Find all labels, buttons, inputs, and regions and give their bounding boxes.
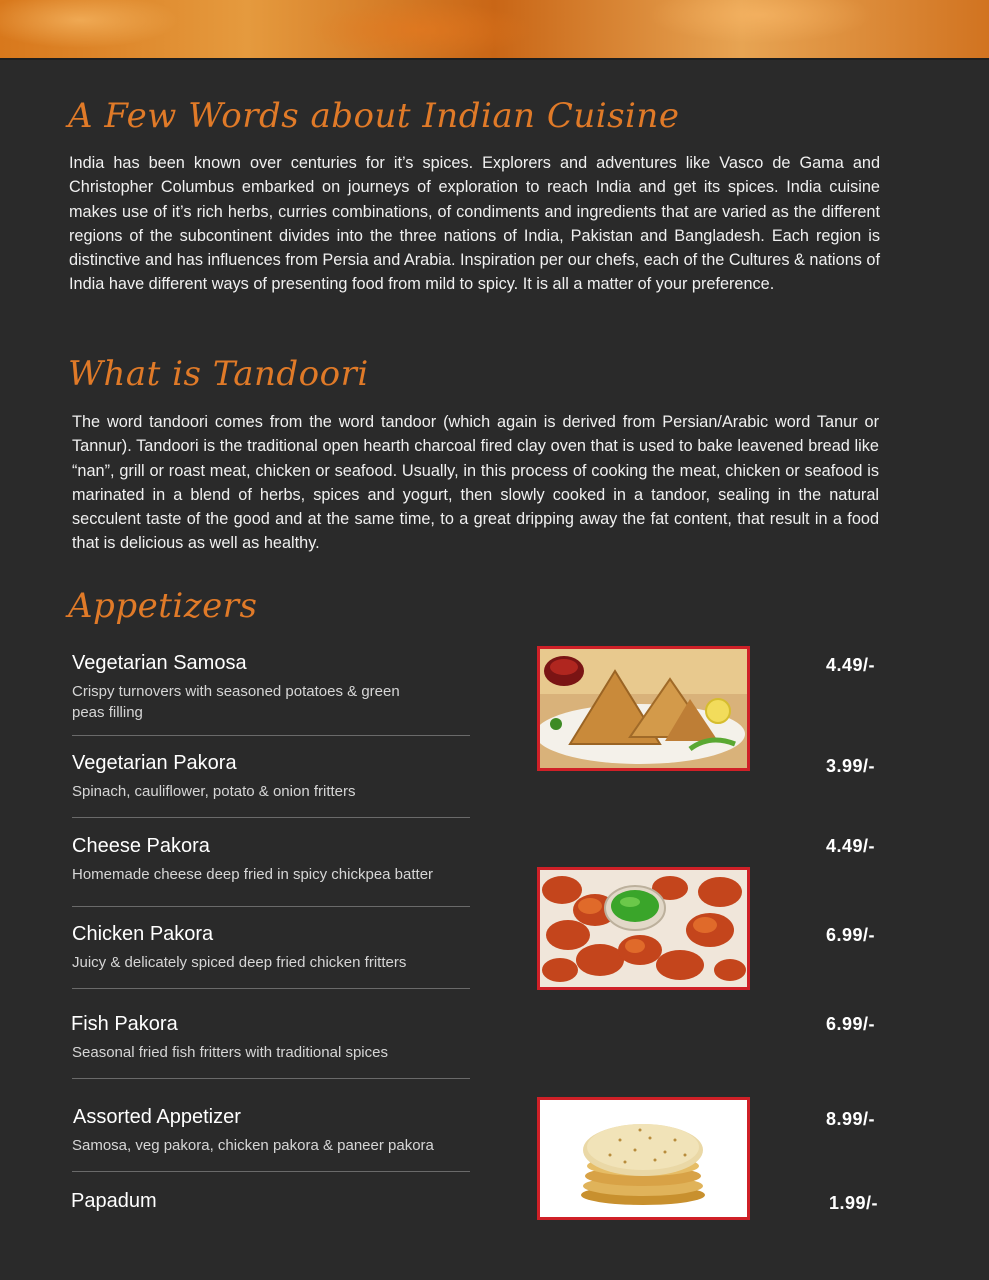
item-name: Assorted Appetizer: [73, 1106, 241, 1128]
item-name: Vegetarian Samosa: [72, 652, 247, 674]
item-price: 1.99/-: [829, 1193, 879, 1213]
papadum-photo: [537, 1097, 750, 1220]
item-description: Samosa, veg pakora, chicken pakora & paneer pakora: [72, 1137, 434, 1154]
item-description: Juicy & delicately spiced deep fried chicken fritters: [72, 954, 407, 971]
pakora-photo: [537, 867, 750, 990]
divider: [72, 1078, 470, 1079]
item-price: 4.49/-: [826, 655, 876, 675]
tandoori-paragraph: The word tandoori comes from the word tandoor (which again is derived from Persian/Arabic word Tanur or Tannur). Tandoori is the traditional open hearth charcoal fired clay oven that is used to bake leavened bread like “nan”, grill or roast meat, chicken or seafood. Usually, in this process of cooking the meat, chicken or seafood is marinated in a blend of herbs, spices and yogurt, then slowly cooked in a tandoor, sealing in the natural secculent taste of the good and at the same time, to a great dripping away the fat content, that result in a food that is delicious as well as healthy.: [72, 413, 879, 553]
item-description: Homemade cheese deep fried in spicy chickpea batter: [72, 866, 434, 883]
item-name: Papadum: [71, 1190, 157, 1212]
appetizers-heading: Appetizers: [68, 586, 258, 626]
divider: [72, 817, 470, 818]
cuisine-heading: A Few Words about Indian Cuisine: [68, 96, 680, 136]
divider: [72, 988, 470, 989]
item-name: Cheese Pakora: [72, 835, 210, 857]
item-price: 8.99/-: [826, 1109, 876, 1129]
item-price: 3.99/-: [826, 756, 876, 776]
item-description: Seasonal fried fish fritters with traditional spices: [72, 1044, 388, 1061]
divider: [72, 906, 470, 907]
tandoori-heading: What is Tandoori: [68, 354, 369, 394]
divider: [72, 735, 470, 736]
item-price: 6.99/-: [826, 925, 876, 945]
item-name: Vegetarian Pakora: [72, 752, 237, 774]
samosa-photo: [537, 646, 750, 771]
item-name: Chicken Pakora: [72, 923, 214, 945]
cuisine-paragraph: India has been known over centuries for it’s spices. Explorers and adventures like Vasco de Gama and Christopher Columbus embarked on journeys of exploration to reach India and get its spices. India cuisine makes use of it’s rich herbs, curries combinations, of condiments and ingredients that are varied as the different regions of the subcontinent divides into the three nations of India, Pakistan and Bangladesh. Each region is distinctive and has influences from Persia and Arabia. Inspiration per our chefs, each of the Cultures & nations of India have different ways of presenting food from mild to spicy. It is all a matter of your preference.: [69, 154, 880, 294]
divider: [72, 1171, 470, 1172]
item-description: Spinach, cauliflower, potato & onion fritters: [72, 783, 356, 800]
top-banner: [0, 0, 989, 60]
item-description: Crispy turnovers with seasoned potatoes & green peas filling: [72, 683, 400, 721]
item-price: 4.49/-: [826, 836, 876, 856]
item-price: 6.99/-: [826, 1014, 876, 1034]
item-name: Fish Pakora: [71, 1013, 178, 1035]
